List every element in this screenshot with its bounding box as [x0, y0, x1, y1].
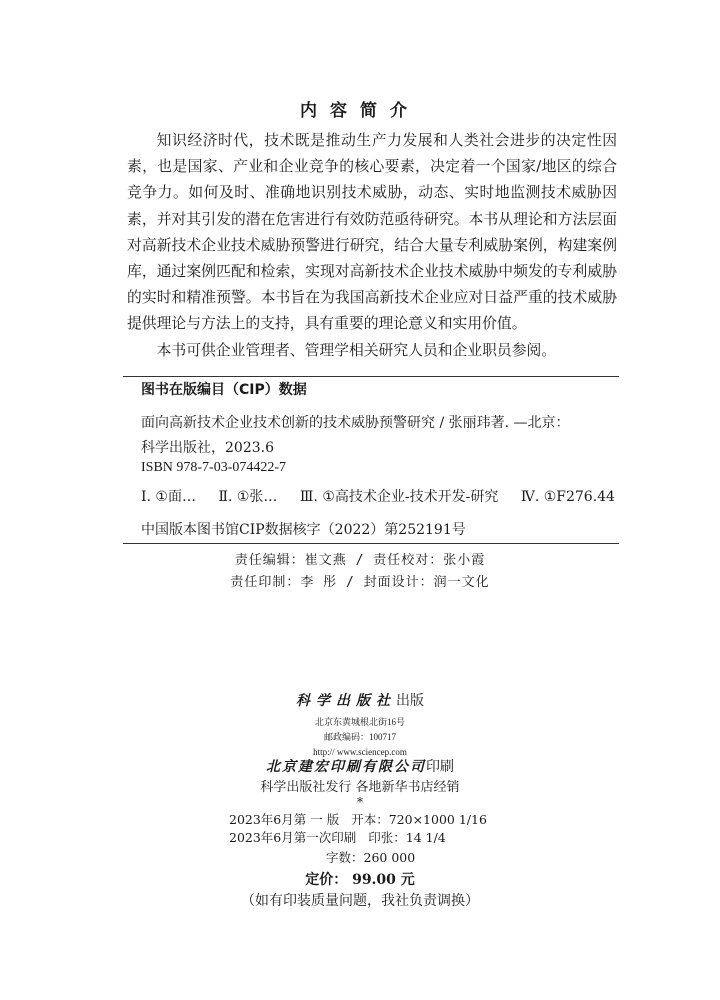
publisher-suffix: 出版	[396, 693, 424, 709]
cip-title-line-1: 面向高新技术企业技术创新的技术威胁预警研究 / 张丽玮著. —北京：	[141, 415, 570, 431]
publisher-name: 科学出版社	[296, 693, 396, 709]
intro-body	[127, 128, 617, 364]
quality-notice: （如有印装质量问题，我社负责调换）	[241, 893, 479, 909]
cip-classification	[141, 487, 615, 507]
word-count: 字数：260 000	[326, 850, 416, 865]
intro-paragraph-1: 知识经济时代，技术既是推动生产力发展和人类社会进步的决定性因素，也是国家、产业和企业竞争的核心要素，决定着一个国家/地区的综合竞争力。如何及时、准确地识别技术威胁，动态、实时地监测技术威胁因素，并对其引发的潜在危害进行有效防范亟待研究。本书从理论和方法层面对高新技术企业技术威胁预警进行研究，结合大量专利威胁案例，构建案例库，通过案例匹配和检索，实现对高新技术企业技术威胁中频发的专利威胁的实时和精准预警。本书旨在为我国高新技术企业应对日益严重的技术威胁提供理论与方法上的支持，具有重要的理论意义和实用价值。	[127, 132, 617, 333]
cip-number: 中国版本图书馆CIP数据核字（2022）第252191号	[141, 522, 466, 538]
staff-line-1: 责任编辑：崔文燕 / 责任校对：张小霞	[234, 553, 486, 568]
cip-class-1: Ⅰ. ①面…	[141, 489, 196, 505]
first-print: 2023年6月第一次印刷	[229, 830, 357, 845]
publisher-postcode: 邮政编码：100717	[323, 732, 396, 742]
cip-class-4: Ⅳ. ①F276.44	[520, 489, 615, 505]
printer-line	[0, 757, 720, 777]
book-format: 开本：720×1000 1/16	[351, 812, 487, 827]
first-edition: 2023年6月第 一 版	[229, 812, 340, 827]
cip-top-rule	[123, 376, 619, 377]
staff-line-2: 责任印制：李 彤 / 封面设计：润一文化	[230, 575, 490, 590]
printer-suffix: 印刷	[426, 759, 454, 775]
distribution-line: 科学出版社发行 各地新华书店经销	[260, 780, 460, 795]
edition-row-2	[229, 830, 446, 846]
edition-row-1	[229, 812, 487, 828]
publisher-url: http:// www.sciencep.com	[313, 747, 407, 757]
cip-title-line-2: 科学出版社，2023.6	[141, 440, 274, 456]
printer-name: 北京建宏印刷有限公司	[266, 759, 426, 775]
intro-paragraph-2: 本书可供企业管理者、管理学相关研究人员和企业职员参阅。	[156, 341, 557, 359]
price: 定价： 99.00 元	[305, 872, 415, 888]
publisher-address: 北京东黄城根北街16号	[314, 717, 405, 727]
cip-heading: 图书在版编目（CIP）数据	[141, 382, 307, 398]
print-sheets: 印张：14 1/4	[368, 830, 446, 845]
cip-class-3: Ⅲ. ①高技术企业-技术开发-研究	[299, 489, 499, 505]
intro-title: 内容简介	[300, 101, 420, 121]
publisher-line	[0, 691, 720, 711]
cip-class-2: Ⅱ. ①张…	[218, 489, 278, 505]
cip-isbn: ISBN 978-7-03-074422-7	[141, 460, 287, 475]
separator-star: *	[357, 795, 363, 809]
cip-bottom-rule	[123, 543, 619, 544]
